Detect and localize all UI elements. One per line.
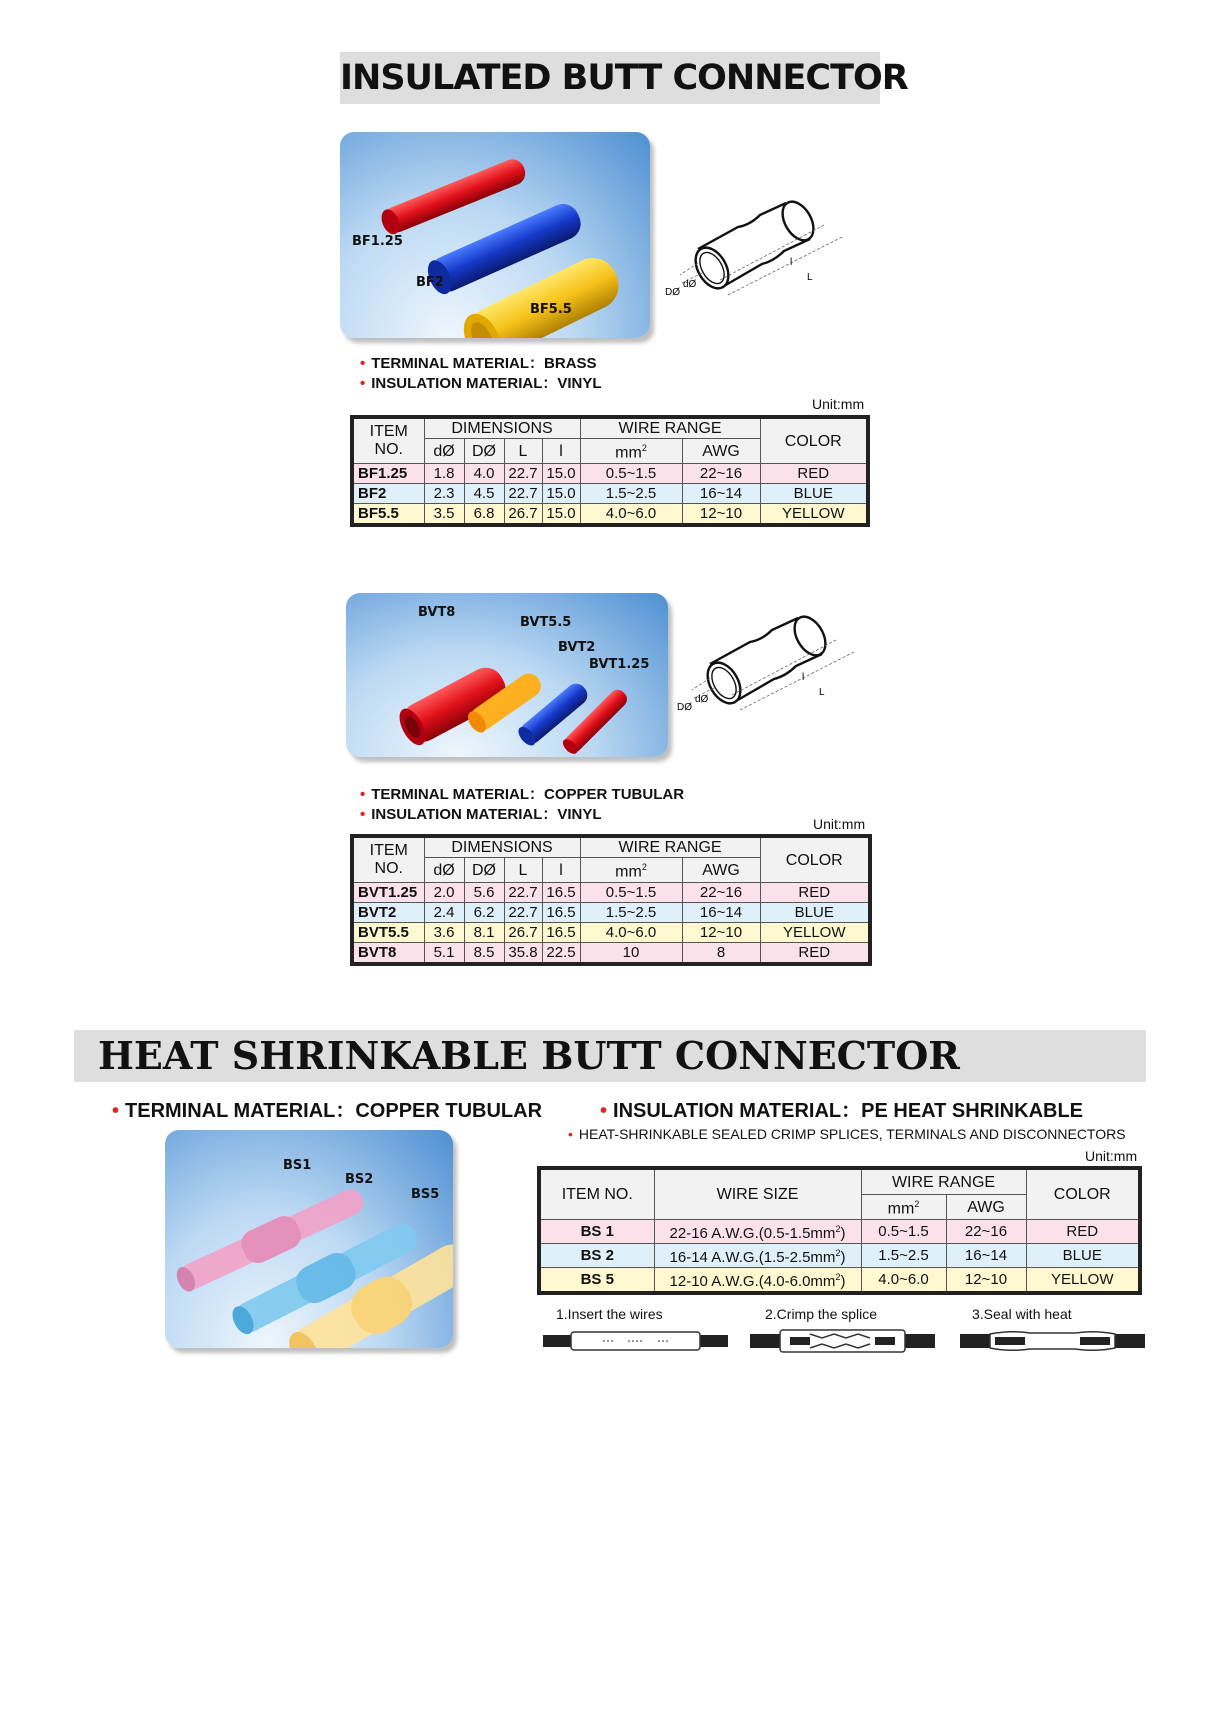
- bf-spec-table: [350, 415, 870, 527]
- header-dimensions: DIMENSIONS: [424, 836, 580, 858]
- table-row: BS 2 16-14 $A.W.G.(1.5-2.5mm^2)$ 1.5~2.5 16~14 BLUE: [539, 1244, 1140, 1268]
- bf-unit: Unit:mm: [812, 396, 865, 412]
- header-L: L: [504, 439, 542, 464]
- table-row: BVT1.25 2.0 5.6 22.7 16.5 0.5~1.5 22~16 RED: [352, 883, 870, 903]
- table-header-row: [352, 836, 870, 858]
- header-color: COLOR: [1026, 1168, 1140, 1220]
- table-row: BVT8 5.1 8.5 35.8 22.5 10 8 RED: [352, 943, 870, 965]
- drawing-label-D: DØ: [665, 287, 680, 298]
- connector-outline-icon: [660, 185, 870, 305]
- header-mm2: $mm^2$: [580, 858, 682, 883]
- drawing-label-L: L: [819, 687, 825, 698]
- header-mm2: $mm^2$: [580, 439, 682, 464]
- step-seal-icon: [960, 1326, 1145, 1356]
- dimension-drawing-bf: [660, 185, 870, 305]
- bs-terminal-material: • TERMINAL MATERIAL：COPPER TUBULAR: [112, 1100, 543, 1122]
- photo-label-bf2: BF2: [416, 275, 444, 290]
- table-row: BS 1 22-16 $A.W.G.(0.5-1.5mm^2)$ 0.5~1.5 22~16 RED: [539, 1220, 1140, 1244]
- photo-label-bvt55: BVT5.5: [520, 615, 572, 630]
- bs-unit: Unit:mm: [1085, 1148, 1138, 1164]
- header-item: ITEM NO.: [352, 836, 424, 883]
- header-item: ITEM NO.: [352, 417, 424, 464]
- drawing-label-l: l: [802, 672, 805, 683]
- photo-label-bs1: BS1: [283, 1158, 312, 1173]
- drawing-label-L: L: [807, 272, 813, 283]
- step-crimp-icon: [750, 1326, 935, 1356]
- bvt-insulation-material: • INSULATION MATERIAL：VINYL: [360, 806, 602, 823]
- table-row: BF5.5 3.5 6.8 26.7 15.0 4.0~6.0 12~10 YELLOW: [352, 504, 868, 526]
- bvt-unit: Unit:mm: [813, 816, 866, 832]
- header-dimensions: DIMENSIONS: [424, 417, 580, 439]
- header-d: dØ: [424, 858, 464, 883]
- step-label-insert: 1.Insert the wires: [556, 1306, 663, 1322]
- drawing-label-l: l: [790, 257, 793, 268]
- header-mm2: $mm^2$: [861, 1195, 946, 1220]
- photo-label-bs2: BS2: [345, 1172, 374, 1187]
- header-l: l: [542, 439, 580, 464]
- photo-label-bvt8: BVT8: [418, 605, 456, 620]
- bvt-terminal-material: • TERMINAL MATERIAL：COPPER TUBULAR: [360, 786, 685, 803]
- drawing-label-D: DØ: [677, 702, 692, 713]
- photo-label-bvt125: BVT1.25: [589, 657, 650, 672]
- table-header-row: [352, 417, 868, 439]
- header-wire-range: WIRE RANGE: [861, 1168, 1026, 1195]
- step-label-crimp: 2.Crimp the splice: [765, 1306, 878, 1322]
- connector-outline-icon: [672, 600, 882, 720]
- header-awg: AWG: [946, 1195, 1026, 1220]
- bs-insulation-material: • INSULATION MATERIAL：PE HEAT SHRINKABLE: [600, 1100, 1084, 1122]
- product-photo-bf: [340, 132, 650, 338]
- step-insert-icon: [543, 1326, 728, 1356]
- table-header-row: [539, 1168, 1140, 1195]
- section-title-insulated: INSULATED BUTT CONNECTOR: [340, 52, 880, 104]
- product-photo-bs: [165, 1130, 453, 1348]
- bf-terminal-material: • TERMINAL MATERIAL：BRASS: [360, 355, 597, 372]
- photo-label-bf125: BF1.25: [352, 234, 403, 249]
- drawing-label-d: dØ: [683, 279, 697, 290]
- drawing-label-d: dØ: [695, 694, 709, 705]
- bs-note: • HEAT-SHRINKABLE SEALED CRIMP SPLICES, TERMINALS AND DISCONNECTORS: [568, 1126, 1126, 1142]
- step-label-seal: 3.Seal with heat: [972, 1306, 1072, 1322]
- photo-label-bf55: BF5.5: [530, 302, 572, 317]
- photo-label-bs5: BS5: [411, 1187, 440, 1202]
- header-D: DØ: [464, 439, 504, 464]
- header-wire-size: WIRE SIZE: [654, 1168, 861, 1220]
- header-wire-range: WIRE RANGE: [580, 417, 760, 439]
- header-l: l: [542, 858, 580, 883]
- header-color: COLOR: [760, 836, 870, 883]
- table-row: BVT2 2.4 6.2 22.7 16.5 1.5~2.5 16~14 BLUE: [352, 903, 870, 923]
- bvt-connectors-illustration: [346, 593, 668, 757]
- header-D: DØ: [464, 858, 504, 883]
- table-row: BF1.25 1.8 4.0 22.7 15.0 0.5~1.5 22~16 RED: [352, 464, 868, 484]
- table-row: BS 5 12-10 $A.W.G.(4.0-6.0mm^2)$ 4.0~6.0 12~10 YELLOW: [539, 1268, 1140, 1294]
- header-L: L: [504, 858, 542, 883]
- header-item: ITEM NO.: [539, 1168, 654, 1220]
- header-awg: AWG: [682, 439, 760, 464]
- bf-insulation-material: • INSULATION MATERIAL：VINYL: [360, 375, 602, 392]
- header-awg: AWG: [682, 858, 760, 883]
- dimension-drawing-bvt: [672, 600, 882, 720]
- table-row: BF2 2.3 4.5 22.7 15.0 1.5~2.5 16~14 BLUE: [352, 484, 868, 504]
- header-color: COLOR: [760, 417, 868, 464]
- section-title-heat-shrink: HEAT SHRINKABLE BUTT CONNECTOR: [74, 1030, 1146, 1082]
- photo-label-bvt2: BVT2: [558, 640, 596, 655]
- table-row: BVT5.5 3.6 8.1 26.7 16.5 4.0~6.0 12~10 YELLOW: [352, 923, 870, 943]
- product-photo-bvt: [346, 593, 668, 757]
- bs-spec-table: [537, 1166, 1142, 1295]
- header-wire-range: WIRE RANGE: [580, 836, 760, 858]
- header-d: dØ: [424, 439, 464, 464]
- bvt-spec-table: [350, 834, 872, 966]
